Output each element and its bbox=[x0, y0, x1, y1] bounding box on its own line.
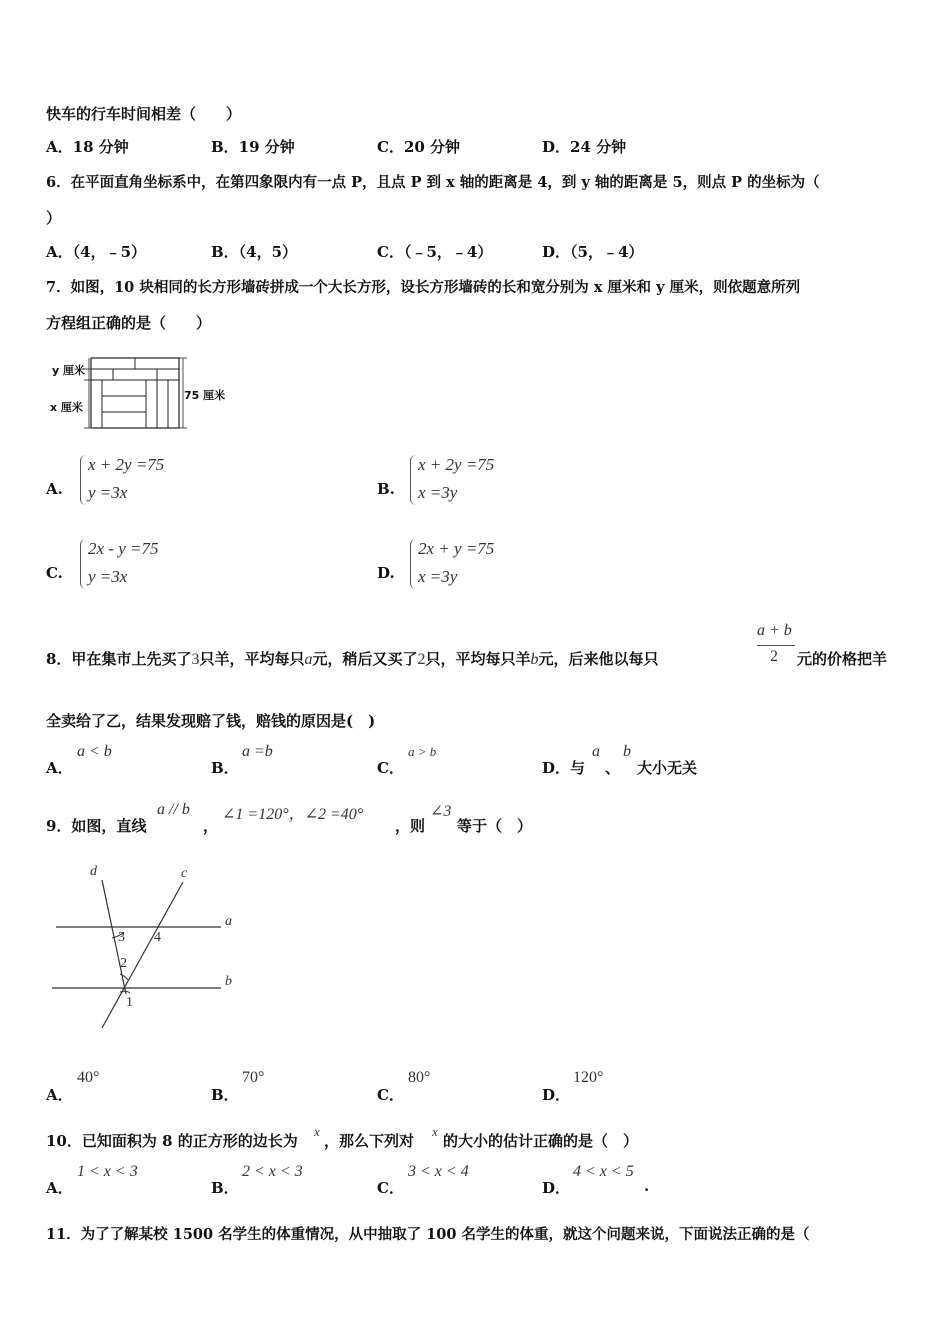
q7-option-c-system bbox=[88, 535, 158, 591]
angle-3-label: 3 bbox=[118, 930, 125, 945]
q7-c-eq1: 2x - y =75 bbox=[88, 539, 159, 558]
q9-lines-figure bbox=[46, 862, 246, 1037]
y-length-label: y 厘米 bbox=[52, 364, 85, 377]
line-b-label: b bbox=[225, 974, 232, 989]
total-height-label: 75 厘米 bbox=[184, 389, 226, 402]
q10-stem-b: ，那么下列对 bbox=[324, 1132, 415, 1150]
q8-num-2: 2 bbox=[417, 651, 426, 668]
q10-x1: x bbox=[314, 1124, 320, 1139]
q5-option-b: B．19 分钟 bbox=[211, 138, 295, 156]
q7-option-b-system bbox=[418, 451, 494, 507]
q8-option-c: C． bbox=[377, 759, 404, 777]
q9-option-d-math: 120° bbox=[573, 1069, 604, 1086]
q7-option-b-brace bbox=[410, 455, 417, 505]
q7-option-d-system bbox=[418, 535, 494, 591]
q9-stem-a: 9．如图，直线 bbox=[46, 817, 147, 835]
q7-option-c-brace bbox=[80, 539, 87, 589]
q7-option-a-system bbox=[88, 451, 164, 507]
q10-stem-a: 10．已知面积为 8 的正方形的边长为 bbox=[46, 1132, 298, 1150]
q8-fraction-denominator: 2 bbox=[770, 648, 778, 665]
q8-option-d-tail: 大小无关 bbox=[637, 759, 698, 777]
q10-option-c: C． bbox=[377, 1179, 404, 1197]
line-a-label: a bbox=[225, 914, 232, 929]
q8-fraction-bar bbox=[757, 645, 795, 646]
q8-stem-e: 元，后来他以每只 bbox=[538, 650, 659, 668]
q6-stem-end: ） bbox=[46, 209, 62, 227]
q8-stem-tail: 元的价格把羊 bbox=[797, 650, 888, 668]
q10-x2: x bbox=[432, 1124, 438, 1139]
q7-stem: 7．如图，10 块相同的长方形墙砖拼成一个大长方形，设长方形墙砖的长和宽分别为 x 厘米和 y 厘米，则依题意所列 bbox=[46, 279, 801, 296]
q9-option-c-math: 80° bbox=[408, 1069, 431, 1086]
q7-d-eq2: x =3y bbox=[418, 567, 458, 586]
q7-d-eq1: 2x + y =75 bbox=[418, 539, 495, 558]
q7-a-eq1: x + 2y =75 bbox=[88, 455, 165, 474]
q10-option-d-math: 4 < x < 5 bbox=[573, 1163, 634, 1180]
q11-stem: 11．为了了解某校 1500 名学生的体重情况，从中抽取了 100 名学生的体重，就这个问题来说，下面说法正确的是（ bbox=[46, 1226, 810, 1243]
q9-angle3: ∠3 bbox=[430, 803, 452, 820]
q5-option-c: C．20 分钟 bbox=[377, 138, 461, 156]
q8-stem bbox=[46, 648, 659, 669]
q8-option-a: A． bbox=[46, 759, 73, 777]
q9-option-a-math: 40° bbox=[77, 1069, 100, 1086]
q5-option-a: A．18 分钟 bbox=[46, 138, 129, 156]
q7-option-b: B. bbox=[377, 480, 395, 498]
q8-stem-a: 8．甲在集市上先买了 bbox=[46, 650, 192, 668]
q7-stem-end: 方程组正确的是（ ） bbox=[46, 314, 212, 332]
q6-stem: 6．在平面直角坐标系中，在第四象限内有一点 P，且点 P 到 x 轴的距离是 4，到 y 轴的距离是 5，则点 P 的坐标为（ bbox=[46, 174, 820, 191]
q9-option-b-math: 70° bbox=[242, 1069, 265, 1086]
q10-option-b: B． bbox=[211, 1179, 239, 1197]
q8-stem-d: 只，平均每只羊 bbox=[425, 650, 531, 668]
q8-fraction-numerator: a + b bbox=[757, 622, 792, 639]
q7-option-a: A. bbox=[46, 480, 63, 498]
q8-num-3: 3 bbox=[191, 651, 200, 668]
q8-option-c-math: a > b bbox=[408, 744, 437, 759]
line-d-label: d bbox=[90, 864, 97, 879]
q9-comma: ， bbox=[203, 817, 219, 835]
q7-option-d: D. bbox=[377, 564, 395, 582]
q9-option-b: B． bbox=[211, 1086, 239, 1104]
q10-option-a-math: 1 < x < 3 bbox=[77, 1163, 138, 1180]
q10-option-d: D． bbox=[542, 1179, 571, 1197]
line-c-label: c bbox=[181, 866, 188, 881]
q9-stem-b: ，则 bbox=[395, 817, 426, 835]
q8-option-d: D．与 bbox=[542, 759, 586, 777]
angle-4-label: 4 bbox=[154, 930, 161, 945]
q10-option-b-math: 2 < x < 3 bbox=[242, 1163, 303, 1180]
q10-period: . bbox=[644, 1177, 650, 1195]
q8-stem-c: 元，稍后又买了 bbox=[312, 650, 418, 668]
q9-option-a: A． bbox=[46, 1086, 73, 1104]
angle-1-label: 1 bbox=[126, 995, 133, 1010]
q8-option-a-math: a < b bbox=[77, 743, 112, 760]
q7-option-a-brace bbox=[80, 455, 87, 505]
q7-b-eq2: x =3y bbox=[418, 483, 458, 502]
q10-stem-c: 的大小的估计正确的是（ ） bbox=[443, 1132, 639, 1150]
q7-option-d-brace bbox=[410, 539, 417, 589]
q7-a-eq2: y =3x bbox=[88, 483, 128, 502]
q6-option-c: C．（﹣5，﹣4） bbox=[377, 243, 493, 261]
q7-c-eq2: y =3x bbox=[88, 567, 128, 586]
q8-option-b: B． bbox=[211, 759, 239, 777]
parallel-lines-diagram bbox=[46, 862, 246, 1037]
q8-option-d-b: b bbox=[623, 743, 631, 760]
q10-option-a: A． bbox=[46, 1179, 73, 1197]
q8-stem-b: 只羊，平均每只 bbox=[199, 650, 305, 668]
q8-option-d-sep: 、 bbox=[605, 759, 621, 777]
q7-b-eq1: x + 2y =75 bbox=[418, 455, 495, 474]
q9-stem-c: 等于（ ） bbox=[457, 817, 533, 835]
q5-stem: 快车的行车时间相差（ ） bbox=[46, 105, 242, 123]
q9-angles: ∠1 =120°，∠2 =40° bbox=[222, 806, 364, 823]
q10-option-c-math: 3 < x < 4 bbox=[408, 1163, 469, 1180]
x-length-label: x 厘米 bbox=[50, 401, 83, 414]
q9-option-c: C． bbox=[377, 1086, 404, 1104]
q6-option-a: A．（4，﹣5） bbox=[46, 243, 147, 261]
q8-var-a: a bbox=[304, 651, 313, 668]
q5-option-d: D．24 分钟 bbox=[542, 138, 627, 156]
q9-parallel: a // b bbox=[157, 801, 190, 818]
q7-brick-figure bbox=[46, 348, 236, 432]
q8-stem-end: 全卖给了乙，结果发现赔了钱，赔钱的原因是( ) bbox=[46, 712, 376, 730]
q6-option-d: D．（5，﹣4） bbox=[542, 243, 644, 261]
q6-option-b: B．（4，5） bbox=[211, 243, 298, 261]
q7-option-c: C. bbox=[46, 564, 63, 582]
q8-var-b: b bbox=[530, 651, 539, 668]
angle-2-label: 2 bbox=[120, 956, 127, 971]
q8-option-d-a: a bbox=[592, 743, 600, 760]
q9-option-d: D． bbox=[542, 1086, 571, 1104]
q8-option-b-math: a =b bbox=[242, 743, 273, 760]
